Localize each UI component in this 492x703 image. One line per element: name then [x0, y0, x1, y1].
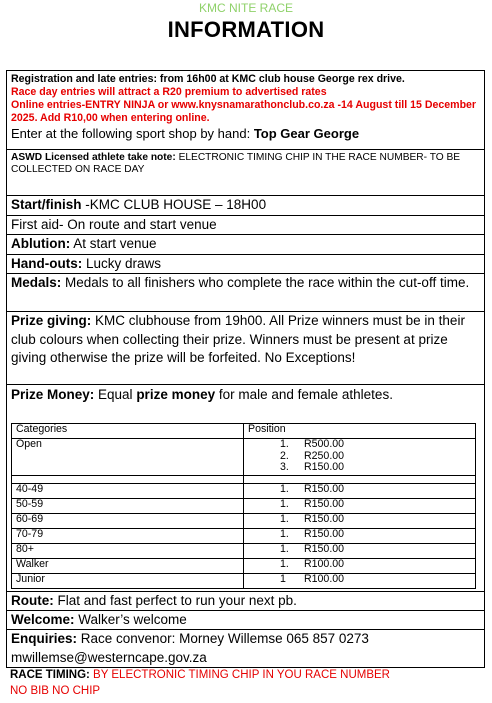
category-cell: 40-49: [12, 484, 244, 499]
prize-amount: R150.00: [304, 498, 345, 510]
race-day-premium: Race day entries will attract a R20 premium to advertised rates: [11, 86, 327, 98]
category-cell: 50-59: [12, 499, 244, 514]
spacer-cell: [12, 476, 244, 484]
position-cell: [244, 544, 476, 559]
first-aid-row: [6, 216, 485, 235]
position-cell: [244, 499, 476, 514]
table-row: [12, 514, 476, 529]
enquiries-text: Race convenor: Morney Willemse 065 857 0273: [77, 631, 369, 646]
start-finish-row: [6, 196, 485, 216]
position-number: 1.: [280, 528, 289, 540]
position-cell: [244, 559, 476, 574]
route-text: Flat and fast perfect to run your next pb.: [53, 593, 297, 608]
registration-times: Registration and late entries: from 16h00 at KMC club house George rex drive.: [11, 73, 405, 85]
table-row: [12, 484, 476, 499]
table-row: [12, 499, 476, 514]
shop-entry: [11, 125, 480, 142]
race-timing: [10, 667, 390, 699]
position-number: 1: [280, 573, 286, 585]
prize-amount: R500.00: [304, 438, 345, 450]
position-number: 1.: [280, 438, 289, 450]
position-number: 3.: [280, 461, 289, 474]
category-cell: Walker: [12, 559, 244, 574]
enquiries-label: Enquiries:: [11, 631, 78, 646]
position-number: 1.: [280, 558, 289, 570]
event-subtitle: KMC NITE RACE: [198, 1, 293, 15]
position-header: Position: [244, 424, 476, 439]
handouts-text: Lucky draws: [82, 256, 162, 271]
table-row: [12, 439, 476, 476]
medals-text: Medals to all finishers who complete the race within the cut-off time.: [61, 275, 470, 290]
first-aid-text: First aid- On route and start venue: [11, 217, 217, 232]
race-timing-line: [10, 667, 390, 683]
position-number: 2.: [280, 449, 289, 462]
category-cell: 80+: [12, 544, 244, 559]
aswd-text: ELECTRONIC TIMING CHIP IN THE RACE NUMBER- TO BE COLLECTED ON RACE DAY: [11, 152, 461, 175]
position-line: [248, 559, 471, 571]
prize-table: [11, 423, 476, 589]
prize-amount: R250.00: [304, 449, 345, 462]
category-cell: Junior: [12, 574, 244, 589]
position-number: 1.: [280, 513, 289, 525]
prize-giving-text: KMC clubhouse from 19h00. All Prize winners must be in their club colours when collecting their prize. Winners must be present at prize giving otherwise the prize will be forfeited. No Exceptions!: [11, 313, 465, 365]
start-finish-text: -KMC CLUB HOUSE – 18H00: [81, 197, 267, 212]
prize-money-label: Prize Money:: [11, 387, 95, 402]
category-cell: Open: [12, 439, 244, 476]
prize-money-bold: prize money: [136, 387, 216, 402]
table-row: [12, 476, 476, 484]
position-cell: [244, 484, 476, 499]
position-line: [248, 529, 471, 541]
race-timing-text: BY ELECTRONIC TIMING CHIP IN YOU RACE NUMBER: [89, 669, 390, 681]
aswd-note: [11, 152, 480, 176]
registration-section: [6, 70, 485, 150]
spacer-cell: [244, 476, 476, 484]
start-finish-label: Start/finish: [11, 197, 82, 212]
ablution-text: At start venue: [70, 236, 157, 251]
position-cell: [244, 439, 476, 476]
position-cell: [244, 529, 476, 544]
table-row: [12, 544, 476, 559]
shop-name: Top Gear George: [253, 126, 360, 141]
table-row: [12, 559, 476, 574]
categories-header: Categories: [12, 424, 244, 439]
table-row: [12, 574, 476, 589]
medals-row: [6, 274, 485, 312]
prize-amount: R150.00: [304, 483, 345, 495]
no-bib-no-chip: NO BIB NO CHIP: [10, 685, 101, 697]
aswd-label: ASWD Licensed athlete take note:: [11, 152, 176, 163]
prize-amount: R150.00: [304, 461, 345, 474]
welcome-text: Walker’s welcome: [74, 612, 187, 627]
ablution-label: Ablution:: [11, 236, 71, 251]
route-label: Route:: [11, 593, 54, 608]
position-number: 1.: [280, 498, 289, 510]
position-number: 1.: [280, 483, 289, 495]
welcome-row: [6, 611, 485, 630]
aswd-section: [6, 149, 485, 196]
prize-amount: R150.00: [304, 543, 345, 555]
prize-money-text-a: Equal: [94, 387, 137, 402]
online-entries: Online entries-ENTRY NINJA or www.knysnamarathonclub.co.za -14 August till 15 December 2025. Add R10,00 when entering online.: [11, 99, 477, 124]
position-line: [248, 514, 471, 526]
welcome-label: Welcome:: [11, 612, 75, 627]
prize-table-header: [12, 424, 476, 439]
position-line: [248, 484, 471, 496]
handouts-row: [6, 255, 485, 274]
prize-giving-label: Prize giving:: [11, 313, 92, 328]
category-cell: 70-79: [12, 529, 244, 544]
prize-amount: R150.00: [304, 528, 345, 540]
race-timing-label: RACE TIMING:: [10, 669, 90, 681]
page-title: INFORMATION: [167, 17, 325, 42]
category-cell: 60-69: [12, 514, 244, 529]
ablution-row: [6, 235, 485, 255]
prize-amount: R100.00: [304, 573, 345, 585]
position-line: [248, 574, 471, 586]
position-line: [248, 462, 471, 474]
handouts-label: Hand-outs:: [11, 256, 83, 271]
enquiries-email[interactable]: mwillemse@westerncape.gov.za: [11, 649, 207, 665]
prize-money-text-c: for male and female athletes.: [215, 387, 393, 402]
position-line: [248, 499, 471, 511]
route-row: [6, 592, 485, 611]
position-line: [248, 439, 471, 451]
shop-entry-prefix: Enter at the following sport shop by hand:: [11, 126, 254, 141]
table-row: [12, 529, 476, 544]
position-line: [248, 544, 471, 556]
position-cell: [244, 514, 476, 529]
prize-amount: R100.00: [304, 558, 345, 570]
prize-amount: R150.00: [304, 513, 345, 525]
enquiries-row: [6, 630, 485, 668]
prize-giving-row: [6, 312, 485, 385]
position-number: 1.: [280, 543, 289, 555]
medals-label: Medals:: [11, 275, 62, 290]
enquiries-line: [11, 630, 480, 649]
position-cell: [244, 574, 476, 589]
